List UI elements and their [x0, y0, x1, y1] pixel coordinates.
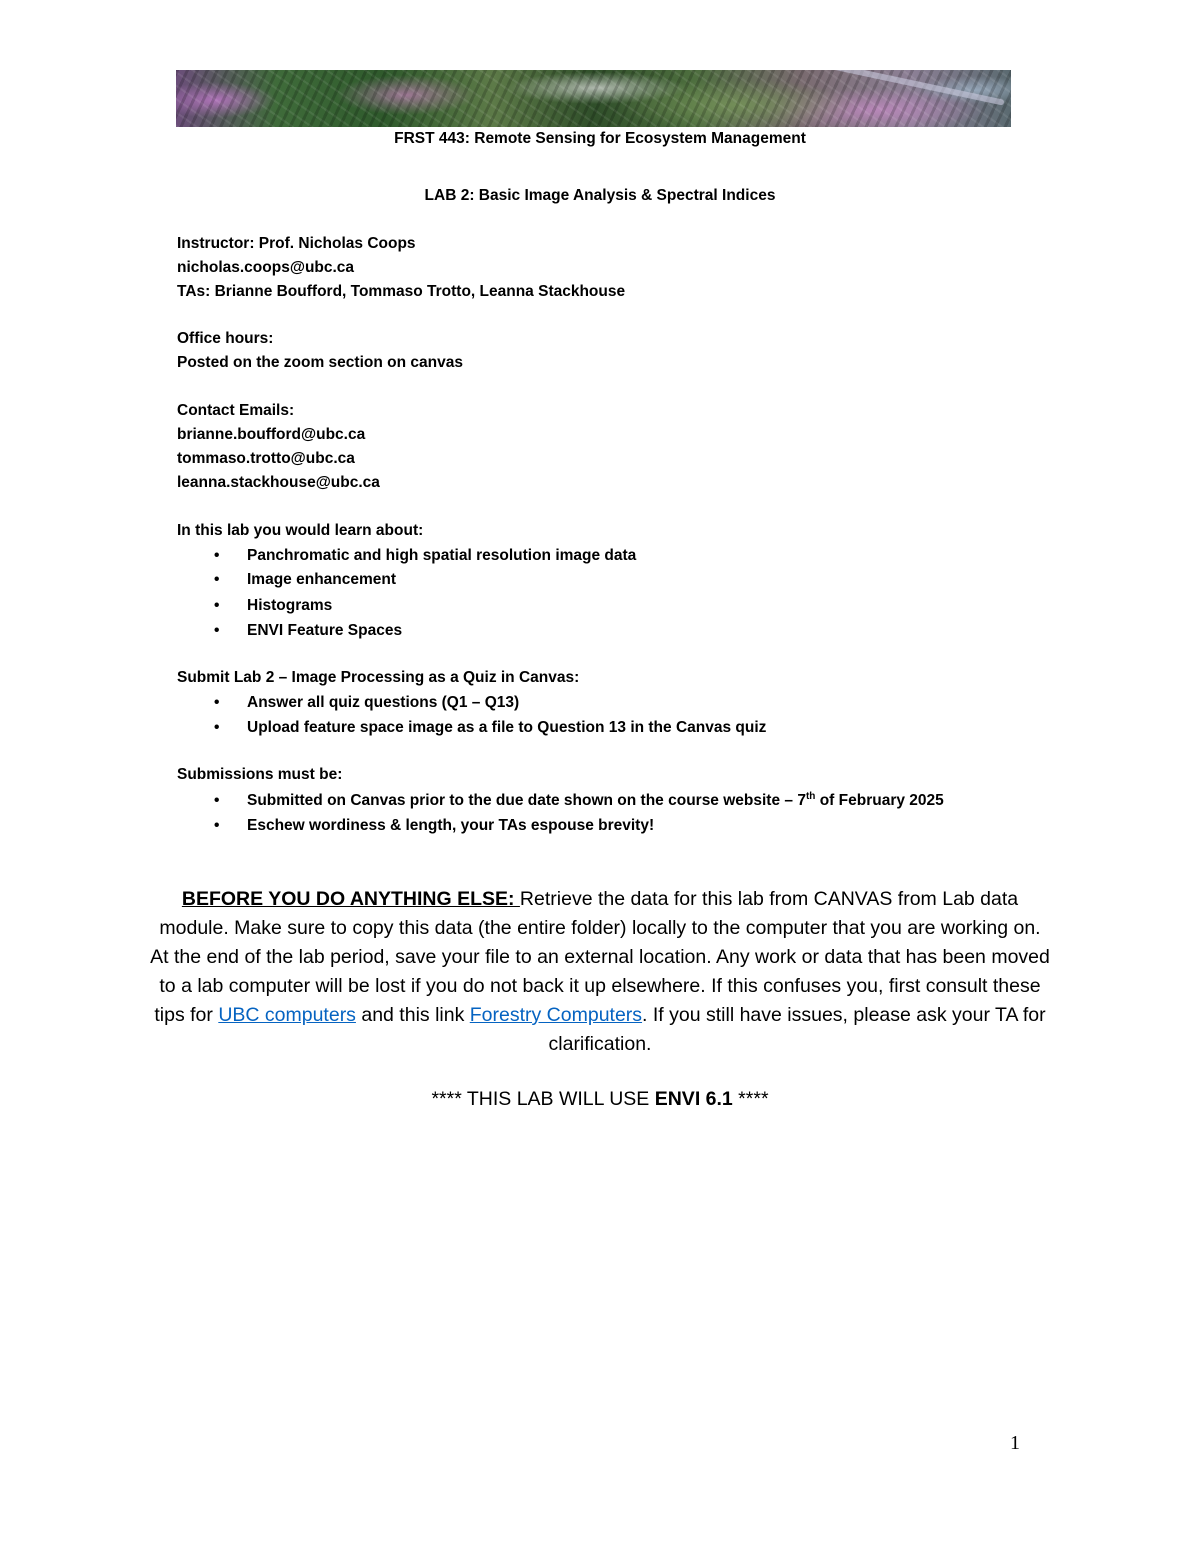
- superscript: th: [805, 790, 816, 802]
- satellite-banner-image: [176, 70, 1011, 127]
- contact-email: tommaso.trotto@ubc.ca: [177, 450, 355, 467]
- office-hours-heading: Office hours:: [177, 330, 274, 347]
- office-hours-text: Posted on the zoom section on canvas: [177, 354, 463, 371]
- list-item: • Eschew wordiness & length, your TAs espouse brevity!: [214, 815, 654, 837]
- bullet-icon: •: [214, 622, 220, 639]
- course-title: FRST 443: Remote Sensing for Ecosystem Management: [394, 130, 806, 147]
- contact-email: leanna.stackhouse@ubc.ca: [177, 474, 380, 491]
- list-item: • Submitted on Canvas prior to the due date shown on the course website – 7th of February 2025: [214, 790, 944, 812]
- list-item: • Upload feature space image as a file to Question 13 in the Canvas quiz: [214, 717, 766, 739]
- submissions-heading: Submissions must be:: [177, 766, 343, 783]
- list-item: • ENVI Feature Spaces: [214, 620, 402, 642]
- submit-heading: Submit Lab 2 – Image Processing as a Quiz in Canvas:: [177, 669, 580, 686]
- bullet-icon: •: [214, 694, 220, 711]
- before-heading: BEFORE YOU DO ANYTHING ELSE:: [181, 888, 520, 910]
- page-number: 1: [1010, 1432, 1020, 1454]
- list-item: • Answer all quiz questions (Q1 – Q13): [214, 692, 519, 714]
- learn-heading: In this lab you would learn about:: [177, 522, 424, 539]
- teaching-assistants: TAs: Brianne Boufford, Tommaso Trotto, Leanna Stackhouse: [177, 283, 626, 300]
- ubc-computers-link[interactable]: UBC computers: [218, 1004, 356, 1026]
- list-item: • Panchromatic and high spatial resolution image data: [214, 545, 636, 567]
- list-item: • Histograms: [214, 595, 332, 617]
- bullet-icon: •: [214, 547, 220, 564]
- instructor-email: nicholas.coops@ubc.ca: [177, 259, 355, 276]
- forestry-computers-link[interactable]: Forestry Computers: [469, 1004, 643, 1026]
- instructor: Instructor: Prof. Nicholas Coops: [177, 235, 416, 252]
- bullet-icon: •: [214, 719, 220, 736]
- contact-email: brianne.boufford@ubc.ca: [177, 426, 366, 443]
- contact-heading: Contact Emails:: [177, 402, 295, 419]
- bullet-icon: •: [214, 597, 220, 614]
- bullet-icon: •: [214, 817, 220, 834]
- bullet-icon: •: [214, 571, 220, 588]
- lab-title: LAB 2: Basic Image Analysis & Spectral Indices: [424, 187, 776, 204]
- bullet-icon: •: [214, 792, 220, 809]
- instructions-paragraph: BEFORE YOU DO ANYTHING ELSE: Retrieve the data for this lab from CANVAS from Lab data module. Make sure to copy this data (the entire folder) locally to the computer that you are working on. At the end of the lab period, save your file to an external location. Any work or data that has been moved to a lab computer will be lost if you do not back it up elsewhere. If this confuses you, first consult these tips for UBC computers and this link Forestry Computers. If you still have issues, please ask your TA for clarification.: [150, 888, 1050, 1055]
- envi-version-note: **** THIS LAB WILL USE ENVI 6.1 ****: [431, 1088, 769, 1110]
- list-item: • Image enhancement: [214, 569, 396, 591]
